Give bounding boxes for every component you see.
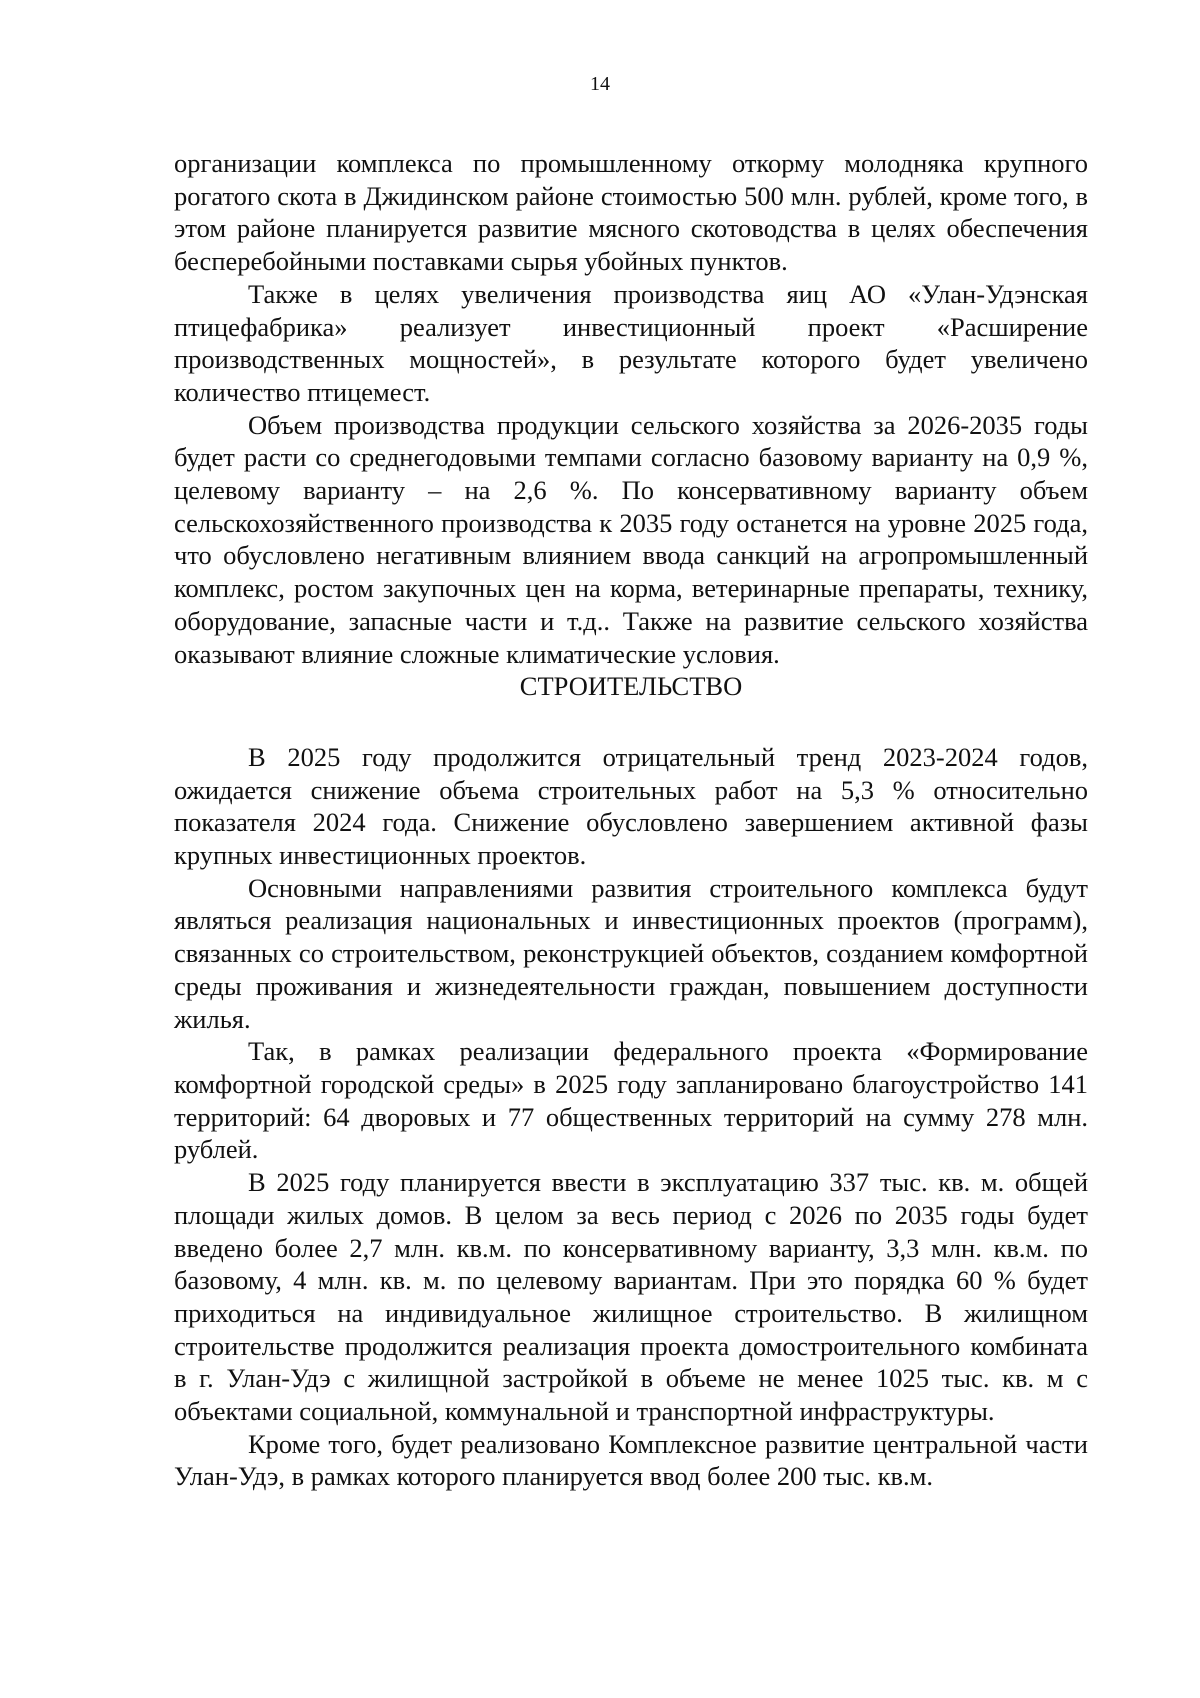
paragraph-housing-commissioning: В 2025 году планируется ввести в эксплуатацию 337 тыс. кв. м. общей площади жилых домов. В целом за весь период с 2026 по 2035 годы будет введено более 2,7 млн. кв.м. по консервативному варианту, 3,3 млн. кв.м. по базовому, 4 млн. кв. м. по целевому вариантам. При это порядка 60 % будет приходиться на индивидуальное жилищное строительство. В жилищном строительстве продолжится реализация проекта домостроительного комбината в г. Улан-Удэ с жилищной застройкой в объеме не менее 1025 тыс. кв. м с объектами социальной, коммунальной и транспортной инфраструктуры. <box>174 1167 1088 1427</box>
paragraph-agriculture-forecast: Объем производства продукции сельского хозяйства за 2026-2035 годы будет расти со среднегодовыми темпами согласно базовому варианту на 0,9 %, целевому варианту – на 2,6 %. По консервативному варианту объем сельскохозяйственного производства к 2035 году останется на уровне 2025 года, что обусловлено негативным влиянием ввода санкций на агропромышленный комплекс, ростом закупочных цен на корма, ветеринарные препараты, технику, оборудование, запасные части и т.д.. Также на развитие сельского хозяйства оказывают влияние сложные климатические условия. <box>174 409 1088 669</box>
paragraph-livestock-complex: организации комплекса по промышленному откорму молодняка крупного рогатого скота в Джидинском районе стоимостью 500 млн. рублей, кроме того, в этом районе планируется развитие мясного скотоводства в целях обеспечения бесперебойными поставками сырья убойных пунктов. <box>174 148 1088 277</box>
paragraph-central-development: Кроме того, будет реализовано Комплексное развитие центральной части Улан-Удэ, в рамках которого планируется ввод более 200 тыс. кв.м. <box>174 1428 1088 1492</box>
paragraph-construction-directions: Основными направлениями развития строительного комплекса будут являться реализация национальных и инвестиционных проектов (программ), связанных со строительством, реконструкцией объектов, созданием комфортной среды проживания и жизнедеятельности граждан, повышением доступности жилья. <box>174 872 1088 1034</box>
section-title-construction: СТРОИТЕЛЬСТВО <box>519 671 743 702</box>
paragraph-poultry-farm: Также в целях увеличения производства яиц АО «Улан-Удэнская птицефабрика» реализует инвестиционный проект «Расширение производственных мощностей», в результате которого будет увеличено количество птицемест. <box>174 278 1088 407</box>
page-number: 14 <box>590 73 610 95</box>
document-body <box>174 147 1088 1493</box>
paragraph-construction-trend: В 2025 году продолжится отрицательный тренд 2023-2024 годов, ожидается снижение объема строительных работ на 5,3 % относительно показателя 2024 года. Снижение обусловлено завершением активной фазы крупных инвестиционных проектов. <box>174 741 1088 871</box>
paragraph-urban-environment: Так, в рамках реализации федерального проекта «Формирование комфортной городской среды» в 2025 году запланировано благоустройство 141 территорий: 64 дворовых и 77 общественных территорий на сумму 278 млн. рублей. <box>174 1036 1088 1165</box>
